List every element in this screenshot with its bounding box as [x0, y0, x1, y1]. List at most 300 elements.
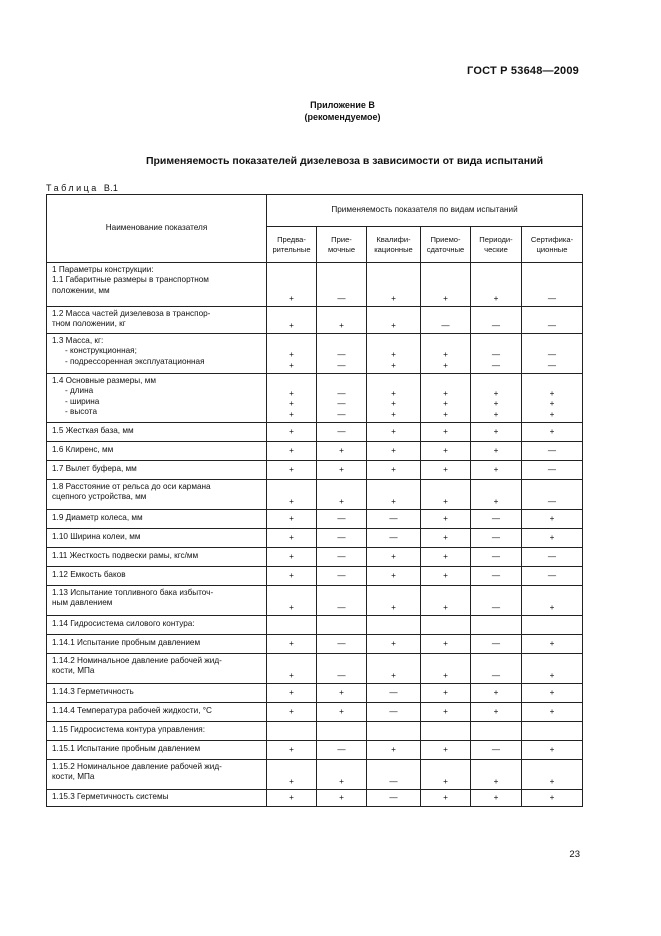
applicability-cell-preliminary [267, 307, 317, 334]
applicability-mark: + [289, 399, 294, 409]
applicability-mark: + [493, 687, 499, 697]
applicability-mark: + [289, 409, 294, 419]
applicability-mark: + [443, 426, 448, 436]
applicability-cell-delivery [421, 567, 471, 586]
applicability-mark: + [391, 409, 396, 419]
applicability-mark: + [391, 399, 396, 409]
indicator-name-cell [47, 374, 267, 423]
applicability-cell-certification [522, 480, 583, 510]
applicability-cell-delivery [421, 703, 471, 722]
applicability-cell-acceptance [317, 510, 367, 529]
applicability-mark: + [289, 389, 294, 399]
applicability-cell-preliminary [267, 461, 317, 480]
applicability-cell-delivery [421, 790, 471, 807]
applicability-mark: + [443, 496, 448, 506]
indicator-name-line: 1.9 Диаметр колеса, мм [52, 513, 143, 523]
applicability-cell-preliminary [267, 790, 317, 807]
applicability-mark: + [289, 570, 294, 580]
indicator-name-cell [47, 635, 267, 654]
applicability-cell-certification [522, 510, 583, 529]
indicator-name-line: 1.1 Габаритные размеры в транспортном [52, 275, 209, 285]
applicability-mark: + [391, 602, 396, 612]
applicability-cell-periodic [471, 760, 522, 790]
applicability-mark: — [337, 513, 346, 523]
applicability-mark: — [547, 360, 557, 370]
applicability-cell-qualification [367, 722, 421, 741]
applicability-cell-preliminary [267, 741, 317, 760]
applicability-mark: + [443, 399, 448, 409]
indicator-name-line: 1.15 Гидросистема контура управления: [52, 725, 205, 735]
applicability-mark [522, 726, 582, 736]
applicability-cell-delivery [421, 616, 471, 635]
applicability-mark: — [491, 350, 501, 360]
applicability-cell-delivery [421, 548, 471, 567]
applicability-mark: — [491, 638, 501, 648]
applicability-cell-delivery [421, 760, 471, 790]
table-row [47, 722, 583, 741]
table-row [47, 263, 583, 307]
applicability-mark: — [491, 602, 501, 612]
applicability-cell-periodic [471, 480, 522, 510]
applicability-mark: + [289, 602, 294, 612]
indicator-name-cell [47, 307, 267, 334]
applicability-cell-acceptance [317, 461, 367, 480]
indicator-name-line: 1.15.1 Испытание пробным давлением [52, 744, 201, 754]
table-row [47, 741, 583, 760]
indicator-name-cell [47, 263, 267, 307]
column-header-preliminary: Предва- рительные [267, 227, 317, 263]
indicator-name-line: 1.15.3 Герметичность системы [52, 792, 169, 802]
applicability-mark: + [289, 320, 294, 330]
table-row [47, 307, 583, 334]
applicability-mark: + [391, 744, 396, 754]
applicability-mark: + [339, 776, 344, 786]
applicability-cell-periodic [471, 529, 522, 548]
applicability-mark [367, 726, 420, 736]
applicability-cell-periodic [471, 374, 522, 423]
applicability-cell-acceptance [317, 480, 367, 510]
applicability-mark: — [337, 409, 346, 419]
applicability-cell-qualification [367, 586, 421, 616]
applicability-cell-acceptance [317, 616, 367, 635]
applicability-cell-qualification [367, 703, 421, 722]
applicability-mark: + [289, 532, 294, 542]
applicability-cell-certification [522, 374, 583, 423]
applicability-mark: + [391, 570, 396, 580]
indicator-name-cell [47, 684, 267, 703]
indicator-name-cell [47, 616, 267, 635]
applicability-cell-qualification [367, 741, 421, 760]
applicability-mark: + [289, 687, 294, 697]
applicability-cell-qualification [367, 374, 421, 423]
indicator-name-cell [47, 567, 267, 586]
applicability-cell-periodic [471, 548, 522, 567]
applicability-cell-delivery [421, 423, 471, 442]
applicability-cell-qualification [367, 510, 421, 529]
applicability-mark: — [337, 602, 346, 612]
indicator-name-cell [47, 461, 267, 480]
applicability-mark: + [493, 293, 499, 303]
applicability-cell-preliminary [267, 586, 317, 616]
applicability-table [46, 194, 583, 807]
table-row [47, 790, 583, 807]
applicability-mark: + [493, 445, 499, 455]
applicability-cell-qualification [367, 480, 421, 510]
applicability-cell-periodic [471, 684, 522, 703]
appendix-heading [0, 99, 661, 123]
applicability-mark: + [391, 426, 396, 436]
table-row [47, 567, 583, 586]
applicability-cell-acceptance [317, 741, 367, 760]
applicability-mark: — [491, 360, 501, 370]
applicability-cell-certification [522, 684, 583, 703]
applicability-mark [267, 620, 316, 630]
indicator-name-line: 1.14.1 Испытание пробным давлением [52, 638, 201, 648]
applicability-mark: + [339, 445, 344, 455]
table-row [47, 480, 583, 510]
applicability-mark: + [493, 776, 499, 786]
applicability-mark: + [391, 350, 396, 360]
appendix-title: Приложение В [310, 100, 375, 110]
applicability-cell-preliminary [267, 334, 317, 374]
table-row [47, 423, 583, 442]
applicability-mark: — [389, 532, 398, 542]
applicability-cell-acceptance [317, 423, 367, 442]
indicator-name-line: 1.13 Испытание топливного бака избыточ- [52, 588, 214, 597]
applicability-cell-preliminary [267, 529, 317, 548]
applicability-cell-periodic [471, 586, 522, 616]
applicability-cell-delivery [421, 635, 471, 654]
table-caption [46, 183, 118, 193]
applicability-cell-acceptance [317, 442, 367, 461]
applicability-mark: — [389, 513, 398, 523]
applicability-mark [367, 620, 420, 630]
applicability-cell-periodic [471, 703, 522, 722]
applicability-cell-certification [522, 654, 583, 684]
applicability-mark: + [493, 389, 499, 399]
applicability-mark: + [549, 687, 555, 697]
applicability-cell-preliminary [267, 760, 317, 790]
applicability-mark: + [391, 293, 396, 303]
indicator-name-line: 1.10 Ширина колеи, мм [52, 532, 141, 542]
applicability-mark: + [443, 409, 448, 419]
applicability-cell-delivery [421, 263, 471, 307]
page-title: Применяемость показателей дизелевоза в зависимости от вида испытаний [145, 155, 544, 167]
applicability-mark: + [443, 670, 448, 680]
indicator-name-line: сцепного устройства, мм [52, 492, 147, 502]
indicator-name-line: 1.14.3 Герметичность [52, 687, 134, 697]
indicator-name-line: 1.6 Клиренс, мм [52, 445, 114, 455]
indicator-name-cell [47, 741, 267, 760]
table-caption-label: Таблица [46, 183, 99, 193]
applicability-mark: — [389, 687, 398, 697]
table-row [47, 334, 583, 374]
indicator-name-line: 1.8 Расстояние от рельса до оси кармана [52, 482, 211, 491]
applicability-cell-qualification [367, 760, 421, 790]
applicability-mark [471, 620, 521, 630]
applicability-cell-acceptance [317, 374, 367, 423]
applicability-mark: + [443, 638, 448, 648]
applicability-cell-periodic [471, 423, 522, 442]
table-row [47, 703, 583, 722]
indicator-name-line: 1.7 Вылет буфера, мм [52, 464, 137, 474]
applicability-mark: + [391, 638, 396, 648]
applicability-cell-certification [522, 586, 583, 616]
applicability-cell-qualification [367, 423, 421, 442]
applicability-mark: + [443, 687, 448, 697]
indicator-name-line: 1.5 Жесткая база, мм [52, 426, 134, 436]
applicability-mark: + [443, 570, 448, 580]
applicability-cell-acceptance [317, 654, 367, 684]
table-caption-number: В.1 [103, 183, 119, 193]
applicability-cell-acceptance [317, 684, 367, 703]
applicability-mark: + [391, 320, 396, 330]
applicability-mark: + [391, 670, 396, 680]
applicability-mark: — [337, 744, 346, 754]
column-header-periodic: Периоди- ческие [471, 227, 522, 263]
applicability-cell-preliminary [267, 510, 317, 529]
applicability-cell-certification [522, 263, 583, 307]
applicability-mark: + [339, 464, 344, 474]
applicability-mark: + [289, 293, 294, 303]
applicability-mark: + [493, 426, 499, 436]
applicability-mark: + [443, 513, 448, 523]
applicability-mark: — [491, 570, 501, 580]
column-header-acceptance: Прие- мочные [317, 227, 367, 263]
applicability-cell-periodic [471, 567, 522, 586]
applicability-cell-periodic [471, 635, 522, 654]
applicability-mark: + [289, 360, 294, 370]
applicability-mark: — [337, 399, 346, 409]
applicability-mark: — [491, 320, 501, 330]
applicability-mark: — [491, 670, 501, 680]
applicability-mark: + [549, 706, 555, 716]
applicability-mark: + [549, 670, 555, 680]
applicability-mark: + [391, 464, 396, 474]
applicability-cell-preliminary [267, 703, 317, 722]
applicability-mark: — [337, 532, 346, 542]
applicability-mark [317, 620, 366, 630]
applicability-mark: — [547, 445, 557, 455]
applicability-cell-delivery [421, 722, 471, 741]
applicability-mark: + [443, 706, 448, 716]
applicability-cell-certification [522, 442, 583, 461]
indicator-name-line: ным давлением [52, 598, 113, 608]
applicability-mark: + [339, 792, 344, 802]
applicability-cell-delivery [421, 684, 471, 703]
applicability-cell-periodic [471, 307, 522, 334]
applicability-mark: + [443, 464, 448, 474]
applicability-mark: + [549, 792, 555, 802]
applicability-mark [471, 726, 521, 736]
applicability-mark: + [549, 399, 555, 409]
table-row [47, 529, 583, 548]
applicability-mark: + [289, 464, 294, 474]
indicator-name-cell [47, 586, 267, 616]
applicability-mark: + [443, 744, 448, 754]
table-row [47, 654, 583, 684]
name-column-header: Наименование показателя [47, 195, 267, 263]
applicability-cell-periodic [471, 654, 522, 684]
applicability-mark: + [289, 513, 294, 523]
applicability-mark: + [391, 445, 396, 455]
applicability-cell-acceptance [317, 722, 367, 741]
applicability-cell-delivery [421, 442, 471, 461]
applicability-mark: — [389, 792, 398, 802]
applicability-cell-certification [522, 461, 583, 480]
indicator-name-line: 1.15.2 Номинальное давление рабочей жид- [52, 762, 222, 771]
applicability-mark: + [289, 496, 294, 506]
applicability-mark: + [289, 551, 294, 561]
applicability-mark: — [337, 293, 346, 303]
indicator-name-line: 1.14.2 Номинальное давление рабочей жид- [52, 656, 222, 665]
indicator-name-line: 1.14 Гидросистема силового контура: [52, 619, 195, 629]
table-row [47, 548, 583, 567]
applicability-cell-delivery [421, 334, 471, 374]
applicability-mark: + [443, 350, 448, 360]
applicability-cell-qualification [367, 616, 421, 635]
applicability-cell-certification [522, 423, 583, 442]
indicator-name-cell [47, 529, 267, 548]
applicability-cell-delivery [421, 374, 471, 423]
applicability-mark: + [549, 426, 555, 436]
applicability-cell-preliminary [267, 263, 317, 307]
applicability-cell-qualification [367, 548, 421, 567]
column-header-certification: Сертифика- ционные [522, 227, 583, 263]
applicability-cell-acceptance [317, 263, 367, 307]
page-number: 23 [569, 849, 580, 860]
indicator-name-line: тном положении, кг [52, 319, 126, 329]
applicability-cell-periodic [471, 741, 522, 760]
applicability-mark: + [289, 426, 294, 436]
applicability-cell-periodic [471, 442, 522, 461]
applicability-cell-delivery [421, 461, 471, 480]
applicability-mark: — [337, 350, 346, 360]
applicability-cell-periodic [471, 790, 522, 807]
applicability-cell-preliminary [267, 567, 317, 586]
applicability-mark: — [337, 426, 346, 436]
applicability-cell-qualification [367, 442, 421, 461]
applicability-mark: + [443, 293, 448, 303]
applicability-cell-qualification [367, 654, 421, 684]
applicability-cell-certification [522, 334, 583, 374]
indicator-name-cell [47, 654, 267, 684]
applicability-mark: + [339, 706, 344, 716]
applicability-mark: + [443, 776, 448, 786]
indicator-name-cell [47, 510, 267, 529]
applicability-mark: + [289, 744, 294, 754]
applicability-mark: + [339, 687, 344, 697]
applicability-mark: — [547, 496, 557, 506]
applicability-cell-qualification [367, 567, 421, 586]
indicator-name-line: 1.2 Масса частей дизелевоза в транспор- [52, 309, 211, 318]
indicator-name-cell [47, 334, 267, 374]
applicability-cell-delivery [421, 654, 471, 684]
indicator-name-line: 1.12 Емкость баков [52, 570, 126, 580]
table-row [47, 461, 583, 480]
applicability-cell-qualification [367, 307, 421, 334]
applicability-mark: + [289, 792, 294, 802]
applicability-cell-qualification [367, 684, 421, 703]
applicability-mark: — [491, 532, 501, 542]
applicability-mark: — [441, 320, 450, 330]
applicability-cell-delivery [421, 586, 471, 616]
document-code: ГОСТ Р 53648—2009 [467, 65, 579, 77]
indicator-name-line: положении, мм [52, 285, 110, 295]
applicability-cell-acceptance [317, 703, 367, 722]
applicability-mark: + [443, 551, 448, 561]
applicability-mark: + [549, 744, 555, 754]
applicability-mark [317, 726, 366, 736]
applicability-mark: + [493, 496, 499, 506]
applicability-cell-certification [522, 741, 583, 760]
indicator-name-line: кости, МПа [52, 666, 95, 676]
applicability-mark: — [547, 464, 557, 474]
applicability-mark: — [547, 570, 557, 580]
applicability-mark [267, 726, 316, 736]
applicability-cell-acceptance [317, 548, 367, 567]
indicator-name-line: 1.3 Масса, кг: [52, 336, 104, 345]
applicability-mark: + [493, 706, 499, 716]
applicability-cell-certification [522, 548, 583, 567]
applicability-mark: — [547, 293, 557, 303]
applicability-cell-acceptance [317, 334, 367, 374]
applicability-mark: + [339, 320, 344, 330]
applicability-mark: — [389, 706, 398, 716]
applicability-mark: + [289, 776, 294, 786]
indicator-name-line: - конструкционная; [65, 346, 137, 356]
indicator-name-cell [47, 790, 267, 807]
applicability-mark: — [491, 513, 501, 523]
applicability-mark: + [549, 532, 555, 542]
table-row [47, 374, 583, 423]
applicability-cell-periodic [471, 263, 522, 307]
applicability-cell-preliminary [267, 374, 317, 423]
indicator-name-cell [47, 722, 267, 741]
applicability-mark: + [493, 464, 499, 474]
indicator-name-line: - ширина [65, 396, 100, 406]
applicability-mark: — [337, 638, 346, 648]
applicability-mark: + [391, 360, 396, 370]
applicability-cell-qualification [367, 461, 421, 480]
indicator-name-line: - высота [65, 406, 98, 416]
applicability-cell-certification [522, 529, 583, 548]
applicability-mark: + [443, 360, 448, 370]
applicability-cell-certification [522, 703, 583, 722]
table-row [47, 684, 583, 703]
applicability-mark: + [391, 551, 396, 561]
applicability-cell-acceptance [317, 307, 367, 334]
applicability-mark: — [547, 350, 557, 360]
applicability-cell-preliminary [267, 442, 317, 461]
applicability-cell-preliminary [267, 423, 317, 442]
applicability-mark: + [289, 445, 294, 455]
applicability-mark: — [491, 744, 501, 754]
indicator-name-cell [47, 548, 267, 567]
appendix-subtitle: (рекомендуемое) [304, 112, 381, 122]
table-row [47, 586, 583, 616]
table-row [47, 760, 583, 790]
indicator-name-cell [47, 423, 267, 442]
applicability-mark: + [443, 389, 448, 399]
applicability-cell-acceptance [317, 635, 367, 654]
indicator-name-line: - подрессоренная эксплуатационная [65, 356, 205, 366]
applicability-mark: — [337, 670, 346, 680]
indicator-name-line: - длина [65, 386, 94, 396]
applicability-cell-certification [522, 760, 583, 790]
applicability-mark: — [389, 776, 398, 786]
applicability-mark: + [443, 792, 448, 802]
